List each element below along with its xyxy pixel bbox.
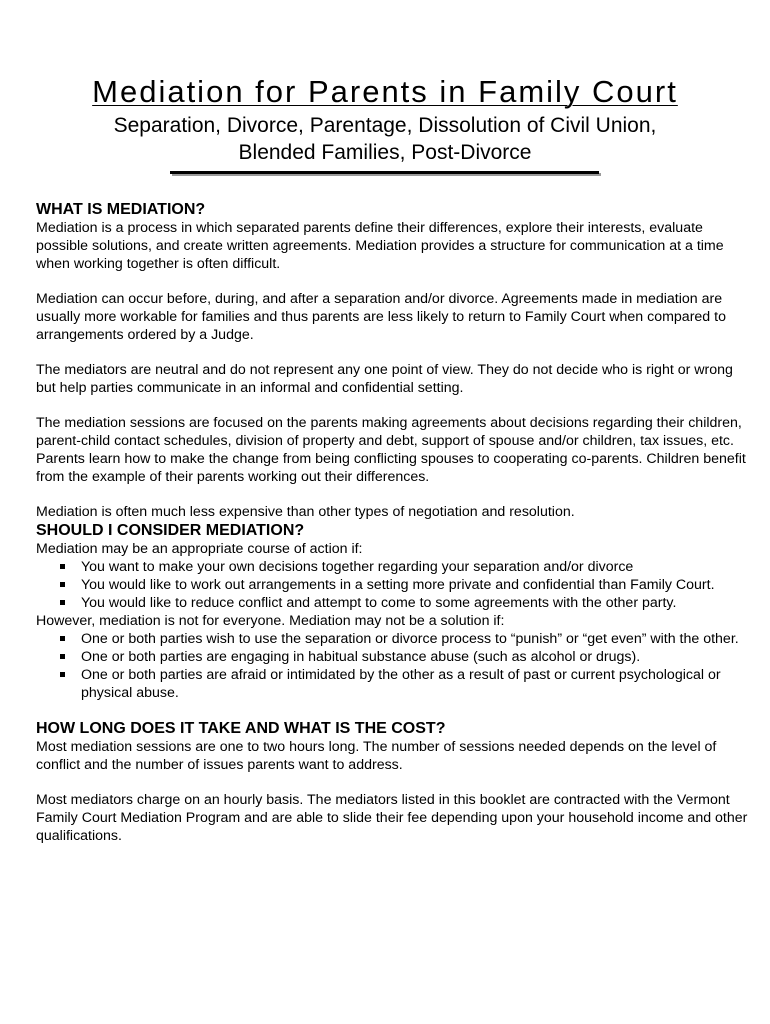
list-item: You want to make your own decisions together regarding your separation and/or divorce: [36, 558, 748, 576]
list-item: One or both parties wish to use the separation or divorce process to “punish” or “get even” with the other.: [36, 630, 748, 648]
title-divider: [170, 171, 599, 174]
list-item: One or both parties are afraid or intimidated by the other as a result of past or current psychological or physical abuse.: [36, 666, 748, 702]
paragraph: The mediation sessions are focused on the parents making agreements about decisions regarding their children, parent-child contact schedules, division of property and debt, support of spouse and/or children, tax issues, etc. Parents learn how to make the change from being conflicting spouses to cooperating co-parents. Children benefit from the example of their parents working out their differences.: [36, 415, 746, 485]
list-item: One or both parties are engaging in habitual substance abuse (such as alcohol or drugs).: [36, 648, 748, 666]
list-item: You would like to work out arrangements in a setting more private and confidential than Family Court.: [36, 576, 748, 594]
section-what-is-mediation: [36, 200, 748, 521]
paragraph: Mediation can occur before, during, and after a separation and/or divorce. Agreements made in mediation are usually more workable for families and thus parents are less likely to return to Family Court when compared to arrangements ordered by a Judge.: [36, 291, 726, 343]
list-item: You would like to reduce conflict and attempt to come to some agreements with the other party.: [36, 594, 748, 612]
section-should-i-consider: [36, 521, 748, 702]
bullet-list-appropriate: [36, 558, 748, 612]
subtitle-line-2: Blended Families, Post-Divorce: [238, 141, 532, 164]
paragraph: Most mediation sessions are one to two hours long. The number of sessions needed depends on the level of conflict and the number of issues parents want to address.: [36, 739, 717, 773]
section-heading: HOW LONG DOES IT TAKE AND WHAT IS THE COST?: [36, 720, 446, 737]
section-heading: SHOULD I CONSIDER MEDIATION?: [36, 522, 305, 539]
page-title: Mediation for Parents in Family Court: [92, 74, 678, 109]
list-intro: Mediation may be an appropriate course of action if:: [36, 541, 363, 557]
section-heading: WHAT IS MEDIATION?: [36, 201, 206, 218]
paragraph: Mediation is a process in which separated parents define their differences, explore their interests, evaluate possible solutions, and create written agreements. Mediation provides a structure for communication at a time when working together is often difficult.: [36, 220, 724, 272]
document-body: [36, 200, 748, 845]
subtitle-line-1: Separation, Divorce, Parentage, Dissolution of Civil Union,: [113, 114, 657, 137]
paragraph: The mediators are neutral and do not represent any one point of view. They do not decide who is right or wrong but help parties communicate in an informal and confidential setting.: [36, 362, 733, 396]
paragraph: Mediation is often much less expensive than other types of negotiation and resolution.: [36, 504, 575, 520]
list-intro: However, mediation is not for everyone. Mediation may not be a solution if:: [36, 613, 505, 629]
bullet-list-not-appropriate: [36, 630, 748, 702]
paragraph: Most mediators charge on an hourly basis. The mediators listed in this booklet are contracted with the Vermont Family Court Mediation Program and are able to slide their fee depending upon your household income and other qualifications.: [36, 792, 748, 844]
section-time-and-cost: [36, 719, 748, 845]
page-subtitle: [0, 112, 770, 166]
